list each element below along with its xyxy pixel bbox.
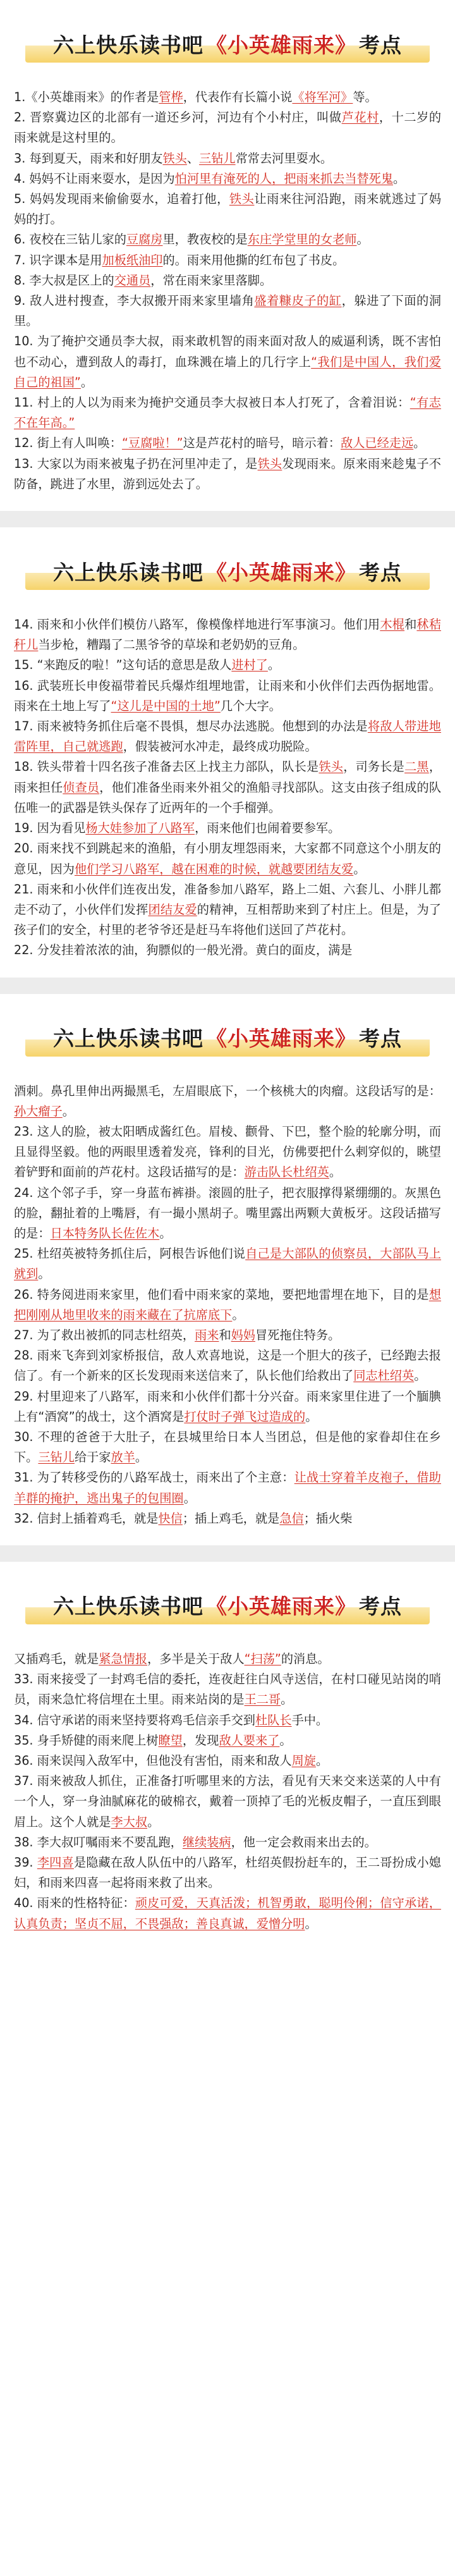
- answer-highlight: 杜队长: [255, 1712, 292, 1727]
- title-part-t3: 考点: [359, 560, 402, 585]
- question-text: 给于家: [74, 1450, 111, 1465]
- question-text: 酒刺。鼻孔里伸出两撮黑毛，左眉眼底下，一个核桃大的肉瘤。这段话写的是：: [14, 1083, 441, 1098]
- question-text: ；插上鸡毛，就是: [182, 1511, 280, 1526]
- question-text: 27. 为了救出被抓的同志杜绍英，: [14, 1327, 195, 1342]
- answer-highlight: 东庄学堂里的女老师: [247, 232, 357, 247]
- answer-highlight: 李大叔: [111, 1814, 148, 1829]
- question-text: ，雨来担任: [14, 759, 441, 795]
- answer-highlight: 放羊: [111, 1450, 135, 1465]
- title-part-t1: 六上快乐读书吧: [53, 32, 203, 58]
- question-text: ，他一定会救雨来出去的。: [231, 1834, 377, 1849]
- question-text: ，常在雨来家里落脚。: [150, 273, 272, 288]
- question-item: [14, 1244, 441, 1284]
- title-part-t1: 六上快乐读书吧: [53, 560, 203, 585]
- question-text: 。: [159, 1225, 172, 1241]
- question-item: [14, 393, 441, 433]
- question-item: [14, 1081, 441, 1122]
- answer-highlight: “这儿是中国的土地”: [111, 698, 221, 713]
- question-text: ；插火柴: [303, 1511, 353, 1526]
- answer-highlight: 进村了: [231, 658, 268, 673]
- question-item: [14, 1710, 441, 1731]
- question-item: [14, 1285, 441, 1325]
- answer-highlight: 团结友爱: [148, 902, 197, 917]
- question-item: [14, 169, 441, 189]
- question-text: 。: [279, 1733, 292, 1748]
- question-text: ，雨来他们也闹着要参军。: [195, 821, 341, 836]
- answer-highlight: 铁头: [257, 456, 282, 471]
- question-item: [14, 1751, 441, 1771]
- answer-highlight: 铁头: [318, 759, 344, 775]
- question-text: 让雨来往河沿跑，雨来就逃过了妈妈的打。: [14, 192, 442, 227]
- question-item: [14, 1468, 441, 1508]
- section-divider: [0, 511, 455, 527]
- question-text: 。: [329, 1165, 342, 1180]
- question-list: [9, 1649, 446, 1934]
- question-text: 发现雨来。原来雨来趁鬼子不防备，跳进了水里，游到远处去了。: [14, 456, 441, 491]
- question-item: [14, 271, 441, 291]
- section-header: [9, 994, 446, 1081]
- answer-highlight: 二黑: [404, 759, 429, 775]
- question-text: ，假装被河水冲走，最终成功脱险。: [123, 739, 317, 754]
- section-4: [0, 1562, 455, 1934]
- question-list: [9, 87, 446, 494]
- question-list: [9, 615, 446, 960]
- section-3: [0, 994, 455, 1562]
- question-text: ，十二岁的雨来就是这村里的。: [14, 110, 442, 145]
- question-text: 12. 街上有人叫唤：: [14, 436, 122, 451]
- question-text: 。: [267, 658, 281, 673]
- section-title: [25, 1019, 430, 1057]
- question-item: [14, 1853, 441, 1893]
- answer-highlight: 紧急情报: [99, 1651, 148, 1666]
- answer-highlight: “扫荡”: [244, 1651, 281, 1666]
- question-text: 35. 身手矫健的雨来爬上树: [14, 1733, 159, 1748]
- question-text: 28. 雨来飞奔到刘家桥报信，敌人欢喜地说，这是一个胆大的孩子，已经跑去报信了。有一个新来的区长发现雨来送信来了，队长他们给救出了: [14, 1348, 441, 1383]
- answer-highlight: 怕河里有淹死的人，把雨来抓去当替死鬼: [174, 171, 394, 186]
- answer-highlight: 自己是大部队的侦察员，大部队马上就到: [14, 1246, 441, 1282]
- answer-highlight: 想把刚刚从地里收来的雨来藏在了抗席底下: [14, 1287, 441, 1322]
- section-divider: [0, 1545, 455, 1562]
- answer-highlight: 管桦: [159, 90, 183, 104]
- question-text: 17. 雨来被特务抓住后毫不畏惧，想尽办法逃脱。他想到的办法是: [14, 719, 368, 734]
- question-text: ，发现: [182, 1733, 219, 1748]
- question-text: 常常去河里耍水。: [235, 150, 333, 166]
- question-text: 29. 村里迎来了八路军，雨来和小伙伴们都十分兴奋。雨来家里住进了一个腼腆上有“酒窝”的战士，这个酒窝是: [14, 1389, 441, 1424]
- question-text: 30. 不理的爸爸于大肚子，在县城里给日本人当团总，但是他的家眷却住在乡下。: [14, 1429, 441, 1465]
- question-item: [14, 1669, 441, 1710]
- section-header: [9, 1562, 446, 1649]
- answer-highlight: 雨来: [195, 1327, 219, 1342]
- answer-highlight: 让战士穿着羊皮袍子，借助羊群的掩护，逃出鬼子的包围圈: [14, 1470, 441, 1506]
- question-text: 5. 妈妈发现雨来偷偷耍水，追着打他，: [14, 192, 229, 207]
- question-text: 14. 雨来和小伙伴们模仿八路军，像模像样地进行军事演习。他们用: [14, 617, 380, 632]
- title-part-t3: 考点: [359, 1026, 402, 1052]
- question-item: [14, 940, 441, 960]
- question-text: 当步枪，糟蹋了二黑爷爷的草垛和老奶奶的豆角。: [38, 637, 305, 653]
- question-item: [14, 615, 441, 655]
- question-text: 。: [414, 1368, 427, 1383]
- section-1: [0, 0, 455, 527]
- question-text: 。: [356, 232, 369, 247]
- question-text: 又插鸡毛，就是: [14, 1651, 99, 1666]
- question-text: 的。雨来用他撕的红布包了书皮。: [162, 252, 345, 267]
- question-item: [14, 149, 441, 169]
- question-text: 11. 村上的人以为雨来为掩护交通员李大叔被日本人打死了，含着泪说：: [14, 395, 410, 410]
- question-text: 的精神，互相帮助来到了村庄上。但是，为了孩子们的安全，村里的老爷爷还是赶马车将他们送回了芦花村。: [14, 902, 442, 938]
- answer-highlight: 铁头: [162, 150, 187, 166]
- question-item: [14, 1731, 441, 1751]
- question-text: 32. 信封上插着鸡毛，就是: [14, 1511, 159, 1526]
- question-item: [14, 1122, 441, 1183]
- question-list: [9, 1081, 446, 1529]
- question-text: 和: [219, 1327, 231, 1342]
- answer-highlight: 日本特务队长佐佐木: [50, 1225, 160, 1241]
- answer-highlight: 芦花村: [341, 110, 379, 125]
- question-text: 这是芦花村的暗号，暗示着：: [183, 436, 341, 451]
- question-text: 13. 大家以为雨来被鬼子扔在河里冲走了，是: [14, 456, 258, 471]
- question-text: 。: [80, 374, 94, 389]
- answer-highlight: 急信: [279, 1511, 304, 1526]
- question-item: [14, 1346, 441, 1386]
- answer-highlight: 王二哥: [244, 1692, 281, 1707]
- question-text: 。: [62, 1103, 75, 1119]
- section-title: [25, 25, 430, 63]
- question-item: [14, 1325, 441, 1346]
- question-item: [14, 1183, 441, 1244]
- question-text: 里，教夜校的是: [162, 232, 248, 247]
- answer-highlight: 铁头: [229, 192, 255, 207]
- question-text: 。: [315, 1753, 329, 1768]
- question-item: [14, 1427, 441, 1468]
- question-text: 10. 为了掩护交通员李大叔，雨来敢机智的雨来面对敌人的威逼利诱，既不害怕也不动心，遭到敌人的毒打，血珠溅在墙上的几行字上: [14, 334, 441, 369]
- question-item: [14, 757, 441, 818]
- title-part-t3: 考点: [359, 32, 402, 58]
- question-text: 9. 敌人进村搜查，李大叔搬开雨来家里墙角: [14, 293, 255, 309]
- question-text: 。: [38, 1267, 51, 1282]
- question-item: [14, 87, 441, 107]
- question-item: [14, 716, 441, 757]
- answer-highlight: 他们学习八路军，越在困难的时候，就越要团结友爱: [74, 861, 354, 876]
- question-item: [14, 818, 441, 838]
- answer-highlight: 敌人要来了: [219, 1733, 280, 1748]
- title-part-t2: 《小英雄雨来》: [206, 32, 356, 58]
- question-text: 等。: [353, 90, 377, 104]
- question-text: 。: [413, 436, 426, 451]
- question-text: 是隐藏在敌人队伍中的八路军，杜绍英假扮赶车的，王二哥扮成小媳妇，和雨来四喜一起将雨来救了出来。: [14, 1855, 441, 1891]
- answer-highlight: 快信: [158, 1511, 183, 1526]
- title-part-t2: 《小英雄雨来》: [206, 1026, 356, 1052]
- question-item: [14, 331, 441, 393]
- question-text: 8. 李大叔是区上的: [14, 273, 114, 288]
- question-text: 。: [183, 1490, 196, 1506]
- question-text: 手中。: [291, 1712, 329, 1727]
- answer-highlight: 周旋: [291, 1753, 316, 1768]
- question-text: 。: [393, 171, 406, 186]
- question-text: 。: [232, 1307, 245, 1322]
- section-title: [25, 552, 430, 590]
- question-text: 3. 每到夏天，雨来和好朋友: [14, 150, 163, 166]
- question-text: 19. 因为看见: [14, 821, 86, 836]
- answer-highlight: “我们是中国人，我们爱自己的祖国”: [14, 354, 441, 389]
- question-text: 16. 武装班长申俊福带着民兵爆炸组埋地雷，让雨来和小伙伴们去西伪据地雷。雨来在土地上写了: [14, 678, 441, 713]
- answer-highlight: 同志杜绍英: [353, 1368, 415, 1383]
- question-text: 。: [353, 861, 366, 876]
- question-item: [14, 655, 441, 675]
- answer-highlight: 交通员: [114, 273, 151, 288]
- question-text: 和: [404, 617, 417, 632]
- question-item: [14, 107, 441, 148]
- question-text: 25. 杜绍英被特务抓住后，阿根告诉他们说: [14, 1246, 246, 1261]
- title-part-t3: 考点: [359, 1594, 402, 1619]
- answer-highlight: 打仗时子弹飞过造成的: [184, 1409, 306, 1424]
- question-text: 。: [281, 1692, 293, 1707]
- title-part-t2: 《小英雄雨来》: [206, 1594, 356, 1619]
- answer-highlight: 加板纸油印: [102, 252, 163, 267]
- title-part-t1: 六上快乐读书吧: [53, 1594, 203, 1619]
- question-text: 38. 李大叔叮嘱雨来不要乱跑，: [14, 1834, 183, 1849]
- question-text: ，他们准备坐雨来外祖父的渔船寻找部队。这支由孩子组成的队伍唯一的武器是铁头保存了近两年的一个手榴弹。: [14, 780, 442, 815]
- question-item: [14, 1387, 441, 1427]
- question-text: 。: [147, 1814, 160, 1829]
- question-item: [14, 676, 441, 716]
- section-2: [0, 527, 455, 993]
- question-item: [14, 1509, 441, 1529]
- question-text: 40. 雨来的性格特征：: [14, 1896, 135, 1911]
- question-text: 4. 妈妈不让雨来耍水，是因为: [14, 171, 175, 186]
- title-part-t1: 六上快乐读书吧: [53, 1026, 203, 1052]
- answer-highlight: 游击队长杜绍英: [244, 1165, 329, 1180]
- answer-highlight: 三钻儿: [38, 1450, 75, 1465]
- question-item: [14, 1893, 441, 1934]
- title-part-t2: 《小英雄雨来》: [206, 560, 356, 585]
- answer-highlight: 李四喜: [37, 1855, 74, 1870]
- answer-highlight: 三钻儿: [199, 150, 236, 166]
- question-text: 。: [135, 1450, 148, 1465]
- section-header: [9, 0, 446, 87]
- question-text: 2. 晋察冀边区的北部有一道还乡河，河边有个小村庄，叫做: [14, 110, 342, 125]
- question-text: ，代表作有长篇小说: [183, 90, 293, 104]
- question-text: 23. 这人的脸，被太阳晒成酱红色。眉棱、颧骨、下巴，整个脸的轮廓分明，而且显得坚毅。他的两眼里透着发亮，锋利的目光，仿佛要把什么剌穿似的，眺望着铲野和面前的芦花村。这段话描写的是：: [14, 1124, 441, 1180]
- section-header: [9, 527, 446, 615]
- question-text: 36. 雨来误闯入敌军中，但他没有害怕，雨来和敌人: [14, 1753, 292, 1768]
- question-text: 冒死拖住特务。: [255, 1327, 341, 1342]
- question-text: 15. “来跑反的啦！”这句话的意思是敌人: [14, 658, 232, 673]
- question-text: 的消息。: [281, 1651, 330, 1666]
- question-text: 18. 铁头带着十四名孩子准备去区上找主力部队，队长是: [14, 759, 319, 775]
- question-item: [14, 250, 441, 271]
- question-text: 6. 夜校在三钻儿家的: [14, 232, 126, 247]
- answer-highlight: 《将军河》: [292, 90, 353, 104]
- question-text: 21. 雨来和小伙伴们连夜出发，准备参加八路军，路上二姐、六套儿、小胖儿都走不动了，小伙伴们发挥: [14, 881, 441, 917]
- answer-highlight: 瞭望: [158, 1733, 183, 1748]
- question-text: 34. 信守承诺的雨来坚持要将鸡毛信亲手交到: [14, 1712, 255, 1727]
- question-text: ，多半是关于敌人: [147, 1651, 245, 1666]
- question-text: 几个大字。: [220, 698, 281, 713]
- answer-highlight: 木棍: [380, 617, 405, 632]
- answer-highlight: 妈妈: [231, 1327, 255, 1342]
- question-text: ，躲进了下面的洞里。: [14, 293, 442, 329]
- answer-highlight: 孙大瘤子: [14, 1103, 63, 1119]
- question-item: [14, 291, 441, 331]
- answer-highlight: 杨大娃参加了八路军: [85, 821, 195, 836]
- answer-highlight: 顽皮可爱，天真活泼；机智勇敢，聪明伶俐；信守承诺，认真负责；坚贞不屈，不畏强敌；善良真诚，爱憎分明: [14, 1896, 441, 1931]
- question-text: 24. 这个邻子手，穿一身蓝布裤褂。滚圆的肚子，把衣服撑得紧绷绷的。灰黑色的脸，翻扯着的上嘴唇，有一撮小黑胡子。嘴里露出两颗大黄板牙。这段话描写的是：: [14, 1185, 441, 1241]
- question-text: 39.: [14, 1855, 37, 1870]
- question-text: 33. 雨来接受了一封鸡毛信的委托，连夜赶往白风寺送信，在村口碰见站岗的哨员，雨来急忙将信埋在土里。雨来站岗的是: [14, 1672, 441, 1707]
- answer-highlight: 盛着糠皮子的缸: [254, 293, 342, 309]
- answer-highlight: 继续装病: [182, 1834, 231, 1849]
- question-item: [14, 1771, 441, 1832]
- answer-highlight: 将敌人带进地雷阵里，自己就逃跑: [14, 719, 441, 754]
- question-text: 22. 分发挂着浓浓的油，狗膘似的一般光滑。黄白的面皮，满是: [14, 943, 353, 958]
- answer-highlight: 敌人已经走远: [341, 436, 414, 451]
- question-text: 20. 雨来找不到跳起来的渔船，有小朋友埋怨雨来，大家都不同意这个小朋友的意见，因为: [14, 841, 441, 876]
- question-text: 1.《小英雄雨来》的作者是: [14, 90, 159, 104]
- question-item: [14, 1832, 441, 1853]
- answer-highlight: 秫秸秆儿: [14, 617, 441, 653]
- section-title: [25, 1586, 430, 1624]
- question-item: [14, 1649, 441, 1669]
- question-item: [14, 230, 441, 250]
- question-text: 37. 雨来被敌人抓住，正准备打听哪里来的方法，看见有天来交来送菜的人中有一个人，穿一身油腻麻花的破棉衣，戴着一顶掉了毛的光板皮帽子，一直压到眼眉上。这个人就是: [14, 1774, 441, 1829]
- section-divider: [0, 978, 455, 994]
- question-text: 、: [186, 150, 200, 166]
- question-text: 26. 特务阅进雨来家里，他们看中雨来家的菜地，要把地雷埋在地下，目的是: [14, 1287, 429, 1302]
- answer-highlight: 豆腐房: [126, 232, 163, 247]
- question-text: 7. 识字课本是用: [14, 252, 102, 267]
- answer-highlight: “豆腐啦！”: [121, 436, 183, 451]
- question-text: 31. 为了转移受伤的八路军战士，雨来出了个主意：: [14, 1470, 294, 1485]
- question-item: [14, 880, 441, 941]
- question-text: 。: [305, 1916, 317, 1931]
- question-text: 。: [305, 1409, 318, 1424]
- question-item: [14, 433, 441, 453]
- question-item: [14, 189, 441, 230]
- question-text: ，司务长是: [343, 759, 405, 775]
- question-item: [14, 454, 441, 494]
- question-item: [14, 838, 441, 879]
- answer-highlight: “有志不在年高。”: [14, 395, 441, 431]
- answer-highlight: 侦查员: [63, 780, 100, 795]
